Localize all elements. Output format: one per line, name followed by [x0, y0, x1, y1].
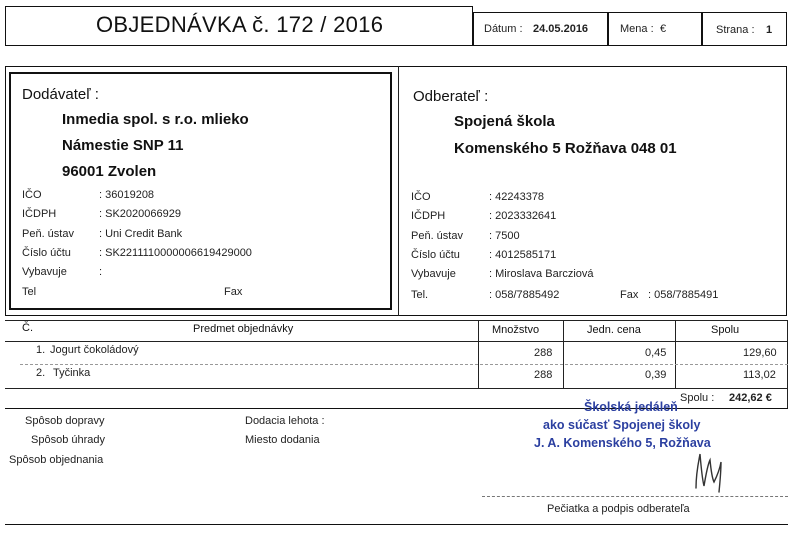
col-header-num: Č. [22, 322, 33, 334]
col-header-item: Predmet objednávky [193, 323, 294, 335]
col-header-total: Spolu [711, 324, 740, 336]
supplier-bank-label: Peň. ústav [22, 228, 74, 240]
supplier-heading: Dodávateľ : [22, 86, 99, 103]
transport-label: Spôsob dopravy [25, 415, 105, 427]
stamp-line-2: ako súčasť Spojenej školy [543, 418, 701, 432]
col-header-price: Jedn. cena [587, 324, 641, 336]
row-2-item: Tyčinka [53, 367, 91, 379]
customer-name: Spojená škola [454, 113, 555, 130]
table-header-top-line [5, 320, 788, 321]
supplier-handler-value: : [99, 266, 103, 278]
page-bottom-line [5, 524, 788, 525]
sum-value: 242,62 € [729, 392, 772, 404]
customer-fax-value: : 058/7885491 [648, 289, 719, 301]
customer-handler-value: : Miroslava Barcziová [489, 268, 594, 280]
delivery-term-label: Dodacia lehota : [245, 415, 325, 427]
supplier-tel-label: Tel [22, 286, 37, 298]
row-2-price: 0,39 [645, 369, 667, 381]
col-divider-qty [478, 320, 479, 388]
row-1-num: 1. [36, 344, 46, 356]
customer-ico-value: : 42243378 [489, 191, 545, 203]
customer-ico-label: IČO [411, 191, 431, 203]
col-header-qty: Množstvo [492, 324, 540, 336]
customer-heading: Odberateľ : [413, 88, 489, 105]
supplier-name: Inmedia spol. s r.o. mlieko [62, 111, 249, 128]
customer-tel-value: : 058/7885492 [489, 289, 560, 301]
customer-handler-label: Vybavuje [411, 268, 456, 280]
delivery-place-label: Miesto dodania [245, 434, 320, 446]
customer-icdph-value: : 2023332641 [489, 210, 557, 222]
row-1-item: Jogurt čokoládový [50, 344, 139, 356]
customer-fax-label: Fax [620, 289, 639, 301]
payment-label: Spôsob úhrady [31, 434, 105, 446]
col-divider-total [675, 320, 676, 388]
supplier-bank-value: : Uni Credit Bank [99, 228, 183, 240]
row-1-total: 129,60 [743, 347, 777, 359]
date-label: Dátum : [484, 23, 523, 35]
table-header-bottom-line [5, 341, 788, 342]
supplier-fax-label: Fax [224, 286, 243, 298]
currency-value: € [660, 23, 667, 35]
row-2-qty: 288 [534, 369, 553, 381]
row-1-price: 0,45 [645, 347, 667, 359]
stamp-line-3: J. A. Komenského 5, Rožňava [534, 436, 711, 450]
supplier-icdph-value: : SK2020066929 [99, 208, 181, 220]
supplier-icdph-label: IČDPH [22, 208, 57, 220]
row-1-qty: 288 [534, 347, 553, 359]
customer-account-value: : 4012585171 [489, 249, 557, 261]
customer-account-label: Číslo účtu [411, 249, 460, 261]
signature-mark [690, 448, 730, 494]
sum-label: Spolu : [680, 392, 715, 404]
row-2-total: 113,02 [743, 369, 776, 381]
customer-bank-label: Peň. ústav [411, 230, 463, 242]
supplier-account-value: : SK2211110000006619429000 [99, 247, 252, 259]
row-1-separator [20, 364, 788, 365]
date-value: 24.05.2016 [533, 23, 589, 35]
supplier-ico-value: : 36019208 [99, 189, 155, 201]
supplier-city: 96001 Zvolen [62, 163, 157, 180]
stamp-line-1: Školská jedáleň [584, 400, 678, 414]
document-title: OBJEDNÁVKA č. 172 / 2016 [96, 12, 384, 37]
customer-icdph-label: IČDPH [411, 210, 446, 222]
customer-address: Komenského 5 Rožňava 048 01 [454, 140, 677, 157]
supplier-handler-label: Vybavuje [22, 266, 67, 278]
col-divider-price [563, 320, 564, 388]
supplier-account-label: Číslo účtu [22, 247, 71, 259]
currency-label: Mena : [620, 23, 654, 35]
page-label: Strana : [716, 24, 755, 36]
supplier-ico-label: IČO [22, 189, 42, 201]
customer-tel-label: Tel. [411, 289, 429, 301]
signature-line [482, 496, 788, 497]
signature-label: Pečiatka a podpis odberateľa [547, 503, 690, 515]
page-value: 1 [766, 24, 773, 36]
supplier-street: Námestie SNP 11 [62, 137, 184, 154]
parties-divider [398, 66, 399, 316]
customer-bank-value: : 7500 [489, 230, 520, 242]
table-body-bottom-line [5, 388, 788, 389]
row-2-num: 2. [36, 367, 46, 379]
order-method-label: Spôsob objednania [9, 454, 104, 466]
